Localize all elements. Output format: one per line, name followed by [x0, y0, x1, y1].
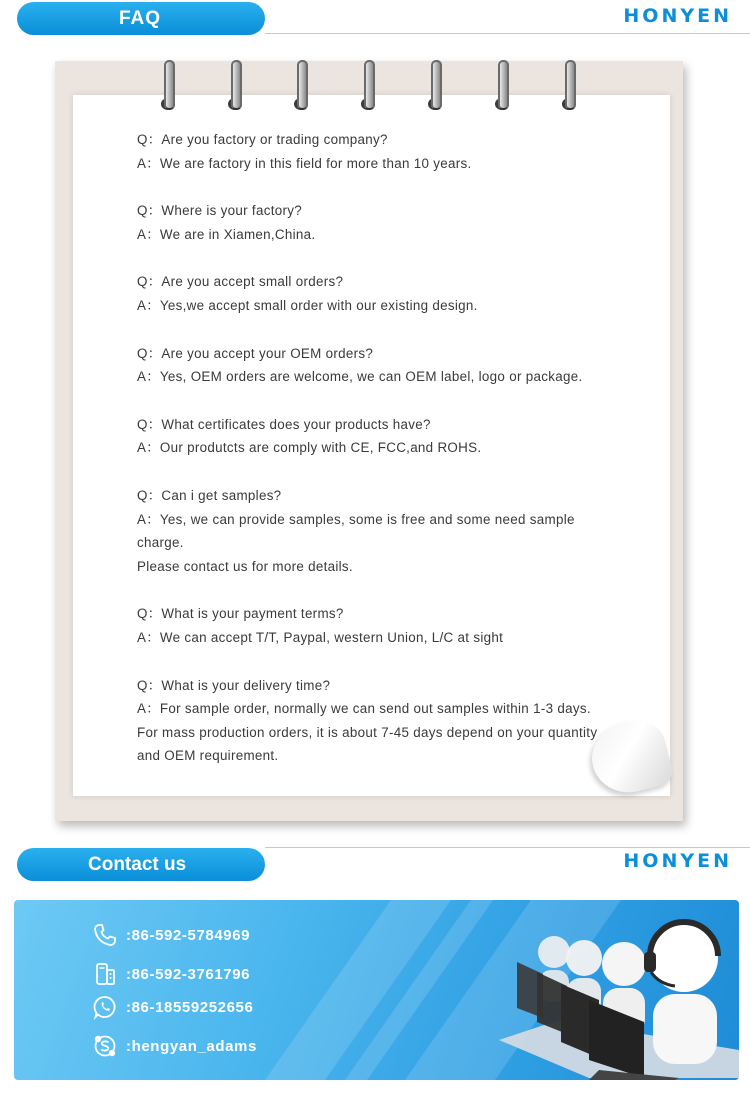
faq-answer-continued: charge.	[137, 535, 184, 551]
binder-ring-icon	[562, 58, 576, 112]
faq-item	[137, 484, 637, 578]
faq-item	[137, 270, 637, 317]
skype-id: :hengyan_adams	[126, 1037, 257, 1055]
faq-question: Q：What is your payment terms?	[137, 606, 344, 622]
brand-logo: HONYEN	[623, 5, 732, 27]
faq-question: Q：What certificates does your products have?	[137, 416, 431, 432]
faq-answer: A：Our produtcts are comply with CE, FCC,and ROHS.	[137, 440, 482, 456]
faq-item	[137, 413, 637, 460]
faq-answer-continued: For mass production orders, it is about 7-45 days depend on your quantity	[137, 724, 598, 740]
skype-icon	[92, 1033, 118, 1059]
binder-ring-icon	[228, 58, 242, 112]
faq-question: Q：What is your delivery time?	[137, 677, 331, 693]
faq-answer: A：We are in Xiamen,China.	[137, 226, 316, 242]
faq-answer: A：Yes, we can provide samples, some is free and some need sample	[137, 511, 575, 527]
faq-question: Q：Are you accept small orders?	[137, 274, 344, 290]
brand-logo: HONYEN	[623, 850, 732, 872]
binder-ring-icon	[161, 58, 175, 112]
faq-item	[137, 602, 637, 649]
faq-item	[137, 128, 637, 175]
faq-question: Q：Are you accept your OEM orders?	[137, 345, 374, 361]
faq-answer-continued: and OEM requirement.	[137, 748, 279, 764]
faq-title: FAQ	[119, 7, 162, 29]
binder-ring-icon	[294, 58, 308, 112]
fax-icon	[92, 961, 118, 987]
contact-panel	[14, 900, 739, 1080]
faq-list	[137, 128, 637, 792]
contact-whatsapp[interactable]	[92, 994, 253, 1020]
faq-item	[137, 199, 637, 246]
faq-answer: A：Yes, OEM orders are welcome, we can OEM label, logo or package.	[137, 369, 583, 385]
faq-section-header	[0, 0, 750, 40]
whatsapp-number: :86-18559252656	[126, 998, 254, 1016]
faq-answer: A：We can accept T/T, Paypal, western Union, L/C at sight	[137, 629, 504, 645]
binder-ring-icon	[495, 58, 509, 112]
support-agents-illustration	[439, 900, 739, 1080]
contact-fax[interactable]	[92, 961, 250, 987]
faq-question: Q：Are you factory or trading company?	[137, 132, 388, 147]
header-divider	[265, 847, 750, 848]
faq-question: Q：Where is your factory?	[137, 203, 302, 219]
contact-title: Contact us	[88, 853, 187, 875]
faq-answer: A：For sample order, normally we can send out samples within 1-3 days.	[137, 701, 591, 717]
phone-number: :86-592-5784969	[126, 926, 251, 944]
contact-section-header	[0, 846, 750, 886]
binder-ring-icon	[361, 58, 375, 112]
faq-answer: A：Yes,we accept small order with our existing design.	[137, 297, 478, 313]
header-divider	[265, 33, 750, 34]
contact-skype[interactable]	[92, 1033, 257, 1059]
phone-icon	[92, 922, 118, 948]
contact-phone[interactable]	[92, 922, 250, 948]
faq-answer-continued: Please contact us for more details.	[137, 558, 353, 574]
faq-question: Q：Can i get samples?	[137, 487, 282, 503]
fax-number: :86-592-3761796	[126, 965, 251, 983]
faq-title-pill	[17, 2, 265, 35]
faq-answer: A：We are factory in this field for more than 10 years.	[137, 155, 472, 171]
binder-ring-icon	[428, 58, 442, 112]
faq-item	[137, 342, 637, 389]
faq-item	[137, 674, 637, 768]
contact-title-pill	[17, 848, 265, 881]
whatsapp-icon	[92, 994, 118, 1020]
